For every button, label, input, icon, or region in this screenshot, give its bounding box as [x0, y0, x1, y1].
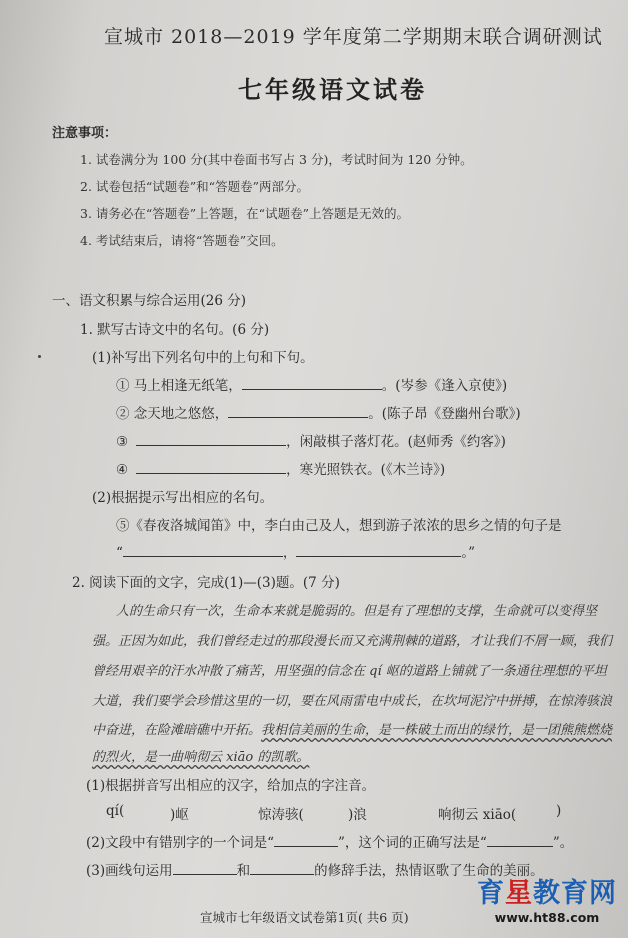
answer-blank[interactable] [296, 544, 461, 557]
pinyin-2-close: )浪 [348, 807, 367, 823]
poem-line-1 [116, 374, 507, 394]
sub2-text: ”，这个词的正确写法是“ [338, 835, 487, 851]
watermark-url: www.ht88.com [494, 910, 600, 925]
answer-blank[interactable] [487, 834, 553, 847]
poem-line-5-prompt: ⑤《春夜洛城闻笛》中，李白由己及人，想到游子浓浓的思乡之情的句子是 [116, 518, 562, 534]
passage-line: 强。正因为如此，我们曾经走过的那段漫长而又充满荆棘的道路，才让我们不屑一顾，我们 [92, 634, 613, 649]
passage-line-last [92, 719, 612, 738]
poem-line-1-pre: ① 马上相逢无纸笔， [116, 378, 242, 394]
poem-line-1-post: 。(岑参《逢入京使》) [381, 378, 508, 394]
passage-line: 曾经用艰辛的汗水冲散了痛苦，用坚强的信念在 qí 岖的道路上铺就了一条通往理想的平坦 [92, 664, 607, 679]
sub3-text: 和 [236, 863, 251, 879]
underlined-sentence: 的烈火，是一曲响彻云 xiāo 的凯歌。 [92, 750, 310, 765]
poem-line-2-post: 。(陈子昂《登幽州台歌》) [368, 406, 521, 422]
exam-title: 宣城市 2018—2019 学年度第二学期期末联合调研测试 [104, 26, 603, 48]
comma: ， [282, 545, 297, 561]
answer-blank[interactable] [228, 405, 368, 418]
poem-line-5-answer [116, 541, 475, 561]
exam-subtitle: 七年级语文试卷 [238, 75, 427, 104]
answer-blank[interactable] [250, 862, 314, 875]
poem-line-4-pre: ④ [116, 462, 129, 478]
underlined-sentence: 我相信美丽的生命，是一株破土而出的绿竹，是一团熊熊燃烧 [261, 723, 613, 738]
answer-blank[interactable] [173, 862, 237, 875]
poem-line-2 [116, 402, 521, 422]
passage-line: 大道，我们要学会珍惜这里的一切，要在风雨雷电中成长，在坎坷泥泞中拼搏，在惊涛骇浪 [92, 694, 613, 709]
answer-blank[interactable] [123, 544, 283, 557]
poem-line-2-pre: ② 念天地之悠悠， [116, 406, 229, 422]
answer-blank[interactable] [242, 377, 382, 390]
section-heading: 一、语文积累与综合运用(26 分) [52, 293, 247, 309]
question-1-sub2: (2)根据提示写出相应的名句。 [92, 490, 274, 506]
pinyin-1-open: qí( [106, 803, 125, 819]
note-item: 3. 请务必在“答题卷”上答题，在“试题卷”上答题是无效的。 [80, 206, 409, 221]
answer-blank[interactable] [136, 461, 286, 474]
stray-dot [38, 355, 41, 358]
passage-line: 人的生命只有一次，生命本来就是脆弱的。但是有了理想的支撑，生命就可以变得坚 [116, 604, 598, 619]
pinyin-2-open: 惊涛骇( [258, 807, 304, 823]
poem-line-3-post: ，闲敲棋子落灯花。(赵师秀《约客》) [286, 434, 506, 450]
pinyin-3-close: ) [556, 803, 562, 819]
sub2-text: ”。 [552, 835, 574, 851]
pinyin-1-close: )岖 [170, 807, 189, 823]
watermark-logo-text: 育星教育网 [477, 878, 617, 909]
poem-line-3 [116, 430, 506, 450]
site-watermark [476, 878, 618, 928]
page-footer: 宣城市七年级语文试卷第1页( 共6 页) [200, 910, 409, 925]
question-1-stem: 1. 默写古诗文中的名句。(6 分) [80, 322, 270, 338]
note-item: 4. 考试结束后，请将“答题卷”交回。 [80, 233, 284, 248]
question-1-sub1: (1)补写出下列名句中的上句和下句。 [92, 350, 314, 366]
question-2-sub3 [86, 859, 544, 879]
question-2-stem: 2. 阅读下面的文字，完成(1)—(3)题。(7 分) [72, 575, 340, 591]
passage-text: 中奋进，在险滩暗礁中开拓。 [92, 723, 262, 738]
answer-blank[interactable] [136, 433, 286, 446]
answer-blank[interactable] [274, 834, 338, 847]
note-item: 1. 试卷满分为 100 分(其中卷面书写占 3 分)，考试时间为 120 分钟。 [80, 152, 473, 167]
note-item: 2. 试卷包括“试题卷”和“答题卷”两部分。 [80, 179, 309, 194]
close-quote: 。” [461, 545, 476, 561]
notes-heading: 注意事项： [52, 126, 118, 141]
sub3-text: (3)画线句运用 [86, 863, 173, 879]
sub3-text: 的修辞手法，热情讴歌了生命的美丽。 [314, 863, 544, 879]
poem-line-3-pre: ③ [116, 434, 129, 450]
poem-line-4-post: ，寒光照铁衣。(《木兰诗》) [286, 462, 446, 478]
question-2-sub2 [86, 831, 573, 851]
poem-line-4 [116, 458, 445, 478]
open-quote: “ [116, 545, 123, 561]
pinyin-3-open: 响彻云 xiāo( [438, 807, 517, 823]
sub2-text: (2)文段中有错别字的一个词是“ [86, 835, 275, 851]
question-2-sub1: (1)根据拼音写出相应的汉字，给加点的字注音。 [86, 778, 376, 794]
passage-line-underlined [92, 746, 309, 765]
